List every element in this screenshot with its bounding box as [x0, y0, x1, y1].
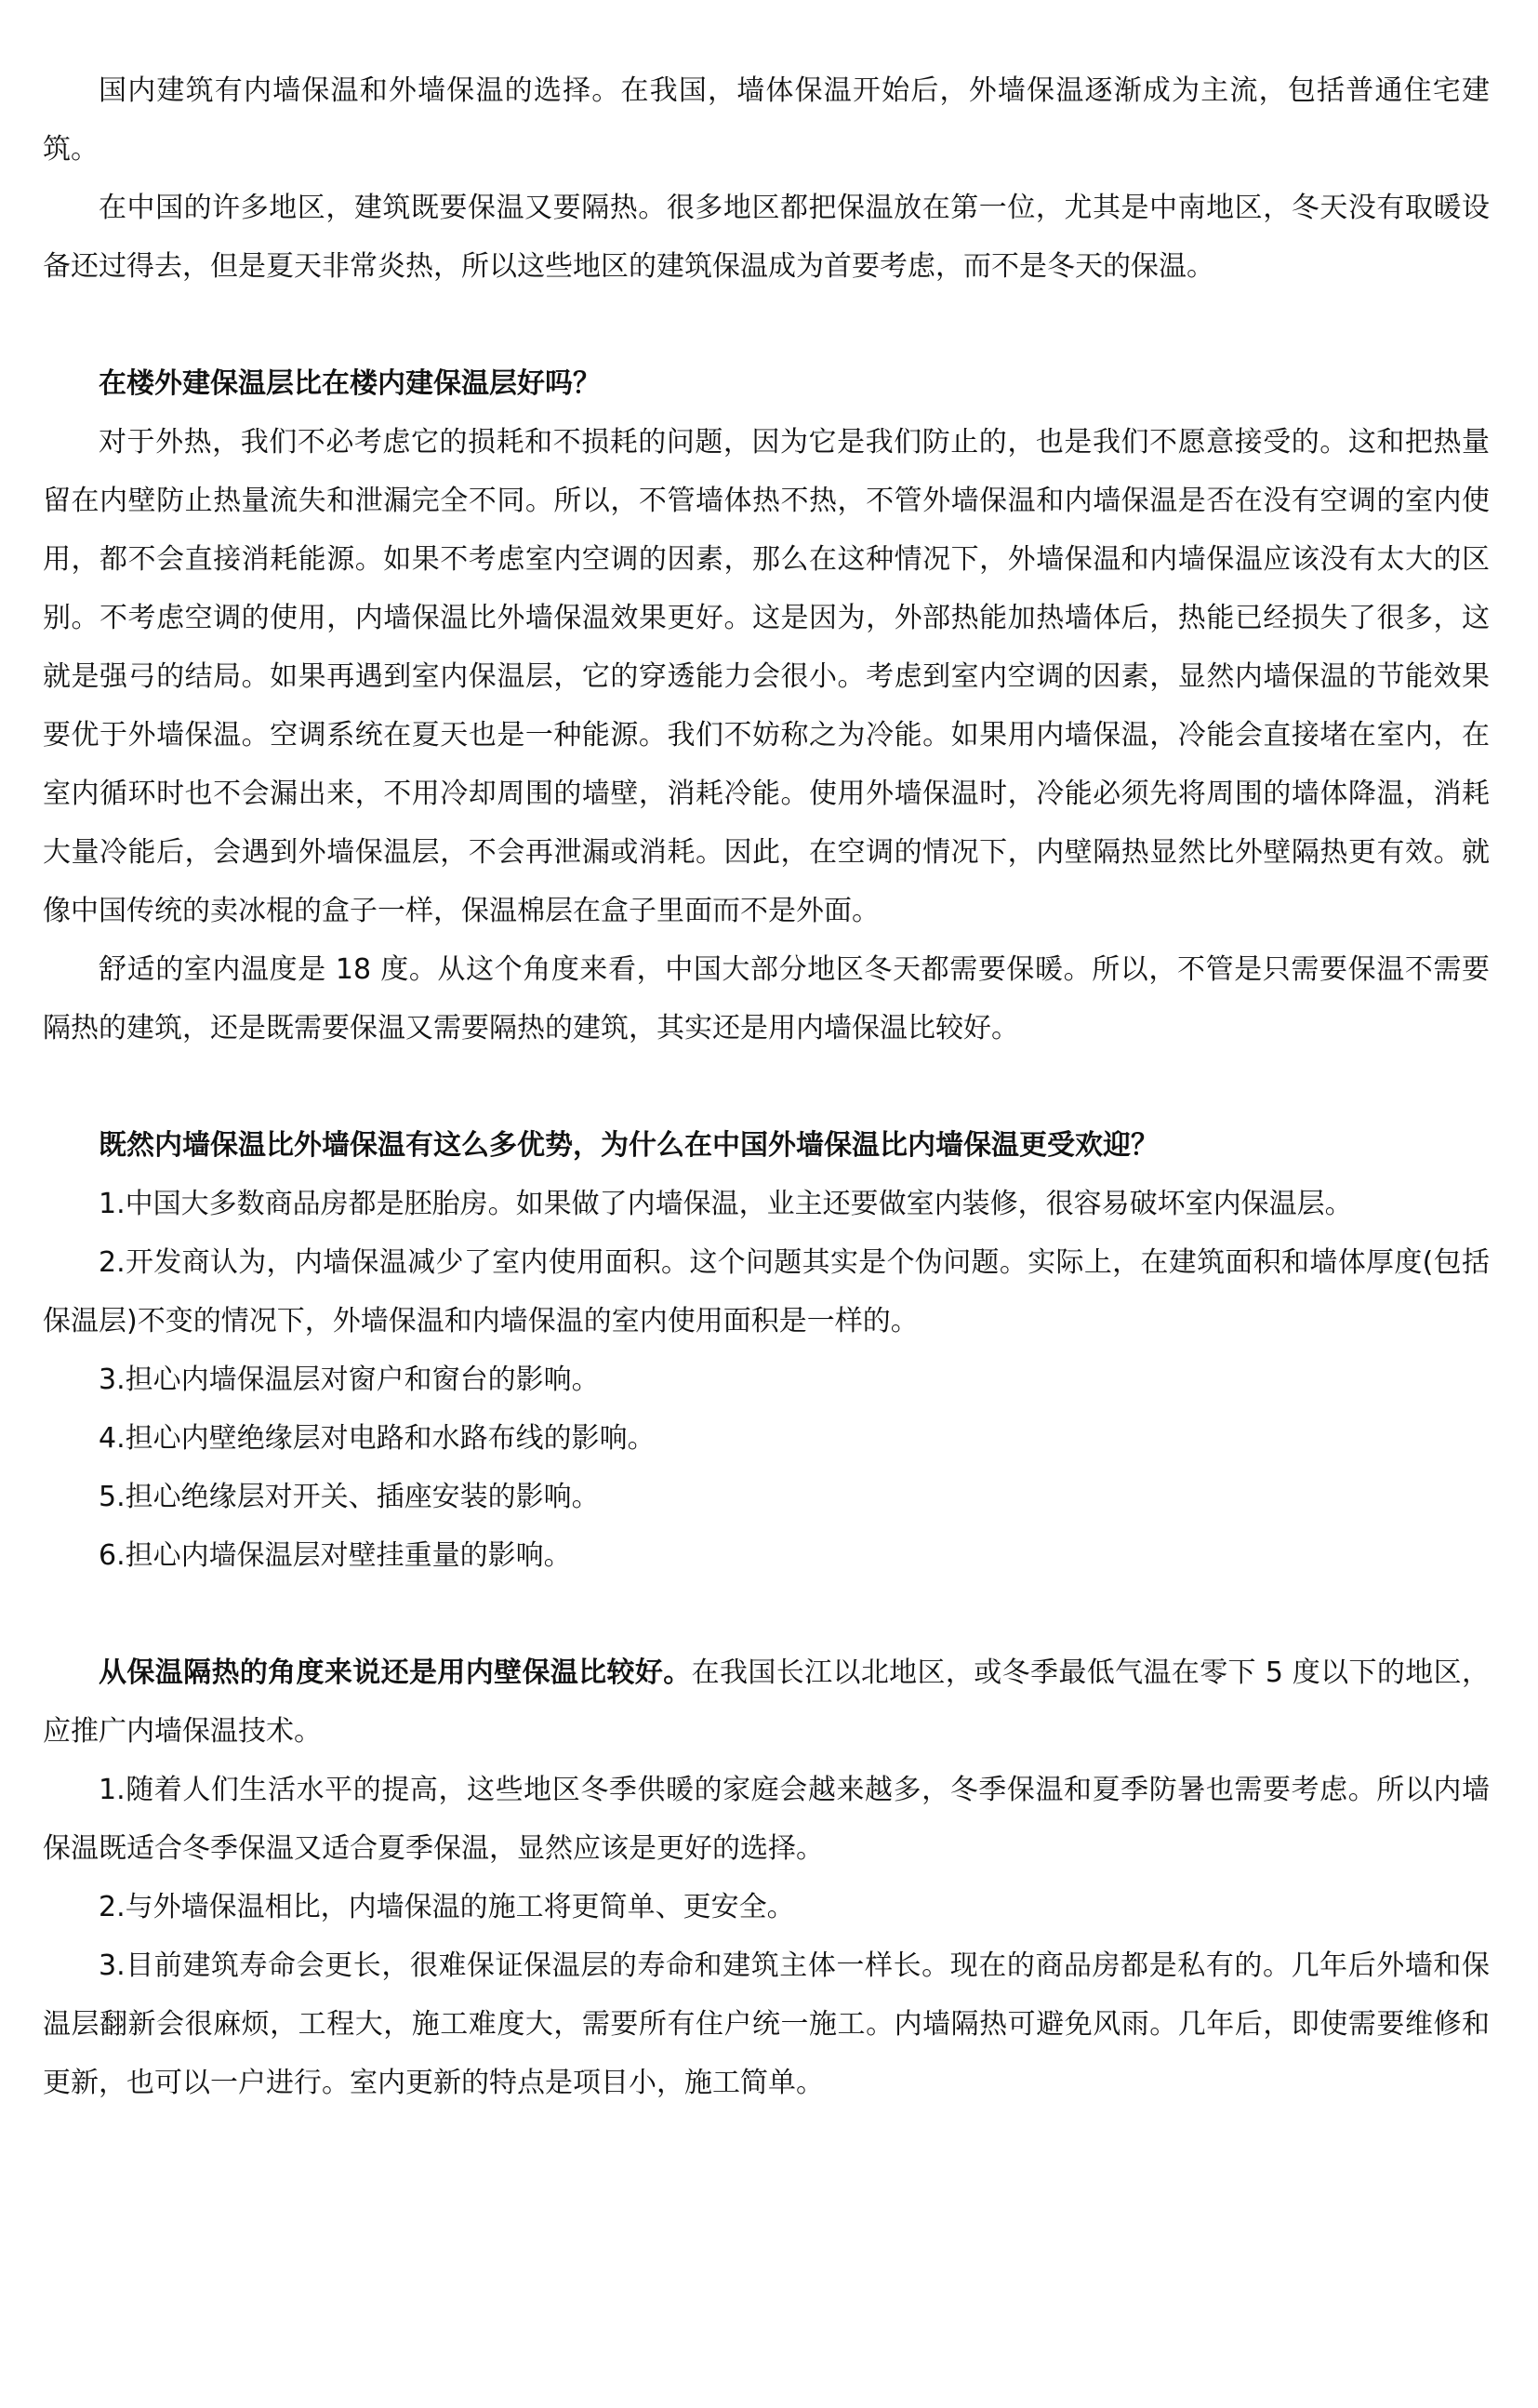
- section-2-item-2: 2.开发商认为，内墙保温减少了室内使用面积。这个问题其实是个伪问题。实际上，在建筑面积和墙体厚度(包括保温层)不变的情况下，外墙保温和内墙保温的室内使用面积是一样的。: [43, 1246, 1490, 1337]
- section-gap: [43, 296, 1490, 354]
- section-3-lead-bold: 从保温隔热的角度来说还是用内壁保温比较好。: [99, 1656, 692, 1689]
- section-2-item-6: 6.担心内墙保温层对壁挂重量的影响。: [99, 1539, 572, 1572]
- section-3-item-1: 1.随着人们生活水平的提高，这些地区冬季供暖的家庭会越来越多，冬季保温和夏季防暑也需要考虑。所以内墙保温既适合冬季保温又适合夏季保温，显然应该是更好的选择。: [43, 1774, 1490, 1865]
- section-1-paragraph-1: 对于外热，我们不必考虑它的损耗和不损耗的问题，因为它是我们防止的，也是我们不愿意接受的。这和把热量留在内壁防止热量流失和泄漏完全不同。所以，不管墙体热不热，不管外墙保温和内墙保温是否在没有空调的室内使用，都不会直接消耗能源。如果不考虑室内空调的因素，那么在这种情况下，外墙保温和内墙保温应该没有太大的区别。不考虑空调的使用，内墙保温比外墙保温效果更好。这是因为，外部热能加热墙体后，热能已经损失了很多，这就是强弓的结局。如果再遇到室内保温层，它的穿透能力会很小。考虑到室内空调的因素，显然内墙保温的节能效果要优于外墙保温。空调系统在夏天也是一种能源。我们不妨称之为冷能。如果用内墙保温，冷能会直接堵在室内，在室内循环时也不会漏出来，不用冷却周围的墙壁，消耗冷能。使用外墙保温时，冷能必须先将周围的墙体降温，消耗大量冷能后，会遇到外墙保温层，不会再泄漏或消耗。因此，在空调的情况下，内壁隔热显然比外壁隔热更有效。就像中国传统的卖冰棍的盒子一样，保温棉层在盒子里面而不是外面。: [43, 426, 1490, 927]
- section-2-item-1: 1.中国大多数商品房都是胚胎房。如果做了内墙保温，业主还要做室内装修，很容易破坏室内保温层。: [99, 1188, 1353, 1220]
- section-2-heading: 既然内墙保温比外墙保温有这么多优势，为什么在中国外墙保温比内墙保温更受欢迎？: [99, 1129, 1159, 1162]
- section-2-item-5: 5.担心绝缘层对开关、插座安装的影响。: [99, 1481, 600, 1513]
- intro-paragraph-2: 在中国的许多地区，建筑既要保温又要隔热。很多地区都把保温放在第一位，尤其是中南地区，冬天没有取暖设备还过得去，但是夏天非常炎热，所以这些地区的建筑保温成为首要考虑，而不是冬天的保温。: [43, 192, 1490, 283]
- section-3-lead-paragraph: [43, 1643, 1490, 1761]
- section-3-item-3: 3.目前建筑寿命会更长，很难保证保温层的寿命和建筑主体一样长。现在的商品房都是私有的。几年后外墙和保温层翻新会很麻烦，工程大，施工难度大，需要所有住户统一施工。内墙隔热可避免风雨。几年后，即使需要维修和更新，也可以一户进行。室内更新的特点是项目小，施工简单。: [43, 1949, 1490, 2099]
- section-gap: [43, 1585, 1490, 1643]
- section-2-item-3: 3.担心内墙保温层对窗户和窗台的影响。: [99, 1364, 600, 1396]
- section-1-heading: 在楼外建保温层比在楼内建保温层好吗？: [99, 367, 601, 400]
- section-3-item-2: 2.与外墙保温相比，内墙保温的施工将更简单、更安全。: [99, 1891, 795, 1923]
- section-2-item-4: 4.担心内壁绝缘层对电路和水路布线的影响。: [99, 1422, 656, 1455]
- section-gap: [43, 1058, 1490, 1116]
- intro-paragraph-1: 国内建筑有内墙保温和外墙保温的选择。在我国，墙体保温开始后，外墙保温逐渐成为主流，包括普通住宅建筑。: [43, 74, 1490, 166]
- section-1-paragraph-2: 舒适的室内温度是 18 度。从这个角度来看，中国大部分地区冬天都需要保暖。所以，不管是只需要保温不需要隔热的建筑，还是既需要保温又需要隔热的建筑，其实还是用内墙保温比较好。: [43, 953, 1490, 1044]
- section-3-lead-rest: 在我国长江以北地区，或冬季最低气温在零下 5 度以下的地区，应推广内墙保温技术。: [43, 1656, 1490, 1748]
